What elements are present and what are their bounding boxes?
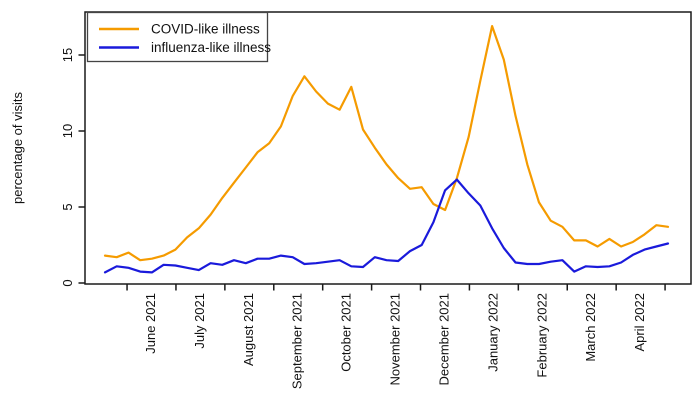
x-axis-label: April 2022 [632, 293, 648, 352]
x-axis-label: February 2022 [534, 293, 550, 378]
legend-label: influenza-like illness [151, 40, 272, 55]
y-axis [60, 48, 85, 287]
x-axis-label: November 2021 [387, 293, 403, 386]
x-axis-label: June 2021 [143, 293, 159, 354]
x-axis-label: October 2021 [338, 293, 354, 372]
y-axis-label: 15 [60, 47, 75, 63]
x-axis-label: August 2021 [240, 293, 256, 367]
series-lines [105, 26, 668, 272]
x-axis-label: December 2021 [436, 293, 452, 386]
influenza-line [105, 180, 668, 273]
x-axis-label: September 2021 [289, 293, 305, 390]
x-axis-label: January 2022 [485, 292, 501, 372]
legend [88, 13, 272, 62]
y-axis-label: 10 [60, 123, 75, 139]
y-axis-label: 5 [60, 203, 75, 211]
y-axis-title: percentage of visits [10, 91, 25, 205]
x-axis [127, 284, 665, 389]
legend-label: COVID-like illness [151, 21, 260, 37]
x-axis-label: July 2021 [191, 293, 207, 349]
x-axis-label: March 2022 [583, 293, 599, 362]
y-axis-label: 0 [60, 279, 75, 287]
